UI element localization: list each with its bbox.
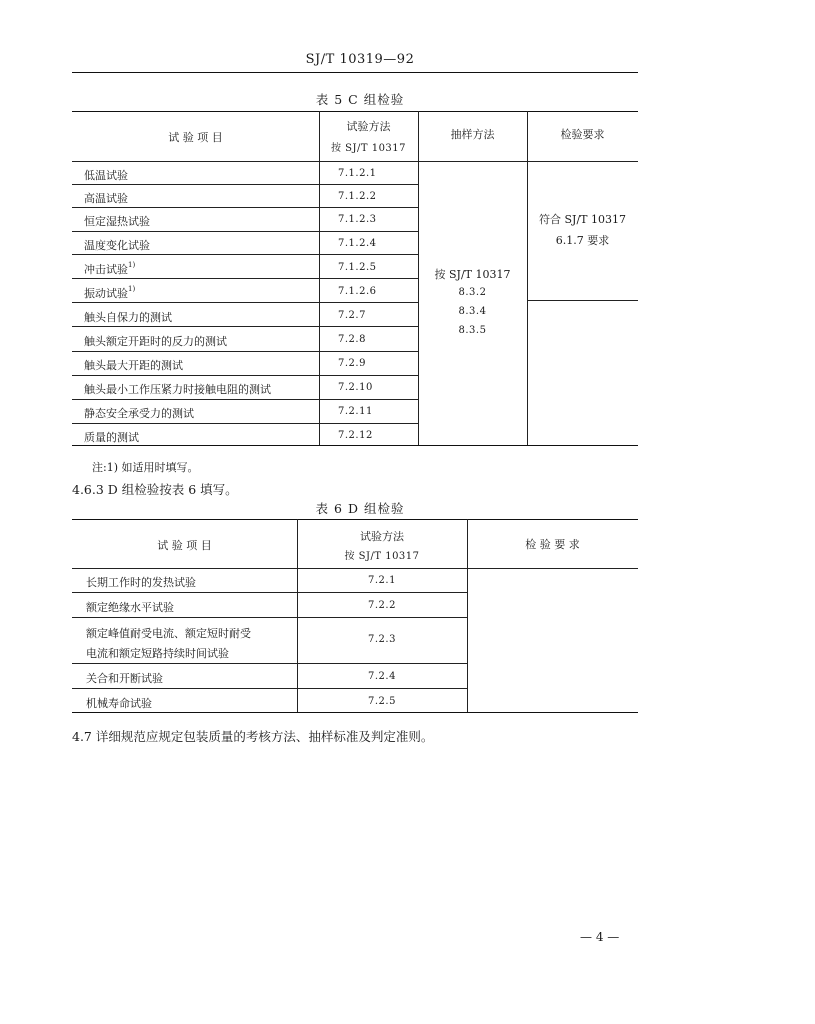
t6-row-rule	[72, 592, 467, 593]
t5-col-item-header: 试 验 项 目	[168, 131, 223, 144]
t5-item	[84, 261, 135, 277]
table5-col-divider-3	[527, 111, 528, 445]
t5-method: 7.2.11	[338, 406, 373, 417]
table6-top-rule	[72, 519, 638, 520]
table5-note: 注:1) 如适用时填写。	[92, 461, 199, 474]
header-rule	[72, 72, 638, 73]
t5-item: 质量的测试	[84, 431, 139, 444]
t5-method: 7.2.10	[338, 382, 373, 393]
t5-row-rule	[72, 302, 418, 303]
t6-item: 长期工作时的发热试验	[86, 576, 196, 589]
doc-code-header: SJ/T 10319—92	[305, 52, 415, 67]
t6-method: 7.2.5	[368, 696, 396, 707]
t5-row-rule	[72, 423, 418, 424]
t6-method: 7.2.4	[368, 671, 396, 682]
t5-item: 高温试验	[84, 192, 128, 205]
t5-row-rule	[72, 231, 418, 232]
t5-row-rule	[72, 184, 418, 185]
t5-item: 触头最大开距的测试	[84, 359, 183, 372]
t5-method: 7.2.9	[338, 358, 366, 369]
t6-col-method-header-2: 按 SJ/T 10317	[344, 551, 420, 562]
t5-method: 7.1.2.1	[338, 168, 377, 179]
t5-item: 低温试验	[84, 169, 128, 182]
table5-top-rule	[72, 111, 638, 112]
t5-item: 静态安全承受力的测试	[84, 407, 194, 420]
t6-row-rule	[72, 688, 467, 689]
t5-row-rule	[72, 326, 418, 327]
footnote-marker: 1)	[128, 285, 136, 293]
t5-method: 7.1.2.4	[338, 238, 377, 249]
t5-row-rule	[72, 207, 418, 208]
t6-item: 额定绝缘水平试验	[86, 601, 174, 614]
t6-item-continued: 电流和额定短路持续时间试验	[86, 647, 229, 660]
t5-requirement-rule	[527, 300, 638, 301]
t5-item: 温度变化试验	[84, 239, 150, 252]
t5-row-rule	[72, 351, 418, 352]
t5-item: 触头自保力的测试	[84, 311, 172, 324]
table6-bottom-rule	[72, 712, 638, 713]
t5-method: 7.1.2.2	[338, 191, 377, 202]
t6-method: 7.2.3	[368, 634, 396, 645]
t5-col-method-header-1: 试验方法	[346, 120, 391, 133]
t5-item	[84, 285, 135, 301]
t5-col-sampling-header: 抽样方法	[450, 128, 495, 141]
t5-row-rule	[72, 399, 418, 400]
t6-col-requirement-header: 检 验 要 求	[525, 538, 580, 551]
t6-item: 额定峰值耐受电流、额定短时耐受	[86, 627, 251, 640]
t5-requirement-line: 6.1.7 要求	[555, 234, 610, 247]
t5-col-method-header-2: 按 SJ/T 10317	[330, 143, 407, 154]
t5-method: 7.2.7	[338, 310, 366, 321]
table5-caption: 表 5 C 组检验	[315, 92, 405, 107]
t5-method: 7.1.2.6	[338, 286, 377, 297]
table6-header-rule	[72, 568, 638, 569]
t6-row-rule	[72, 663, 467, 664]
t5-method: 7.2.12	[338, 430, 373, 441]
t5-sampling-line: 按 SJ/T 10317	[434, 268, 511, 281]
clause-4-7: 4.7 详细规范应规定包装质量的考核方法、抽样标准及判定准则。	[72, 729, 434, 744]
table5-header-rule	[72, 161, 638, 162]
t5-item: 触头额定开距时的反力的测试	[84, 335, 227, 348]
t6-item: 关合和开断试验	[86, 672, 163, 685]
t5-item: 触头最小工作压紧力时接触电阻的测试	[84, 383, 271, 396]
t5-requirement-line: 符合 SJ/T 10317	[539, 213, 626, 226]
t6-row-rule	[72, 617, 467, 618]
t5-row-rule	[72, 254, 418, 255]
table6-caption: 表 6 D 组检验	[315, 501, 405, 516]
t6-method: 7.2.1	[368, 575, 396, 586]
t6-col-method-header-1: 试验方法	[360, 530, 404, 543]
t5-col-requirement-header: 检验要求	[560, 128, 605, 141]
t5-row-rule	[72, 278, 418, 279]
t5-sampling-line: 8.3.5	[458, 325, 487, 336]
t5-method: 7.1.2.3	[338, 214, 377, 225]
t5-sampling-line: 8.3.4	[458, 306, 487, 317]
t6-col-item-header: 试 验 项 目	[157, 539, 212, 552]
t5-method: 7.2.8	[338, 334, 366, 345]
t6-method: 7.2.2	[368, 600, 396, 611]
t6-item: 机械寿命试验	[86, 697, 152, 710]
t5-item-text: 冲击试验	[84, 263, 128, 276]
t5-row-rule	[72, 375, 418, 376]
t5-item-text: 振动试验	[84, 287, 128, 300]
t5-item: 恒定湿热试验	[84, 215, 150, 228]
t5-method: 7.1.2.5	[338, 262, 377, 273]
table5-bottom-rule	[72, 445, 638, 446]
t5-sampling-line: 8.3.2	[458, 287, 487, 298]
clause-4-6-3: 4.6.3 D 组检验按表 6 填写。	[72, 482, 238, 497]
page-number: — 4 —	[580, 930, 620, 944]
footnote-marker: 1)	[128, 261, 136, 269]
